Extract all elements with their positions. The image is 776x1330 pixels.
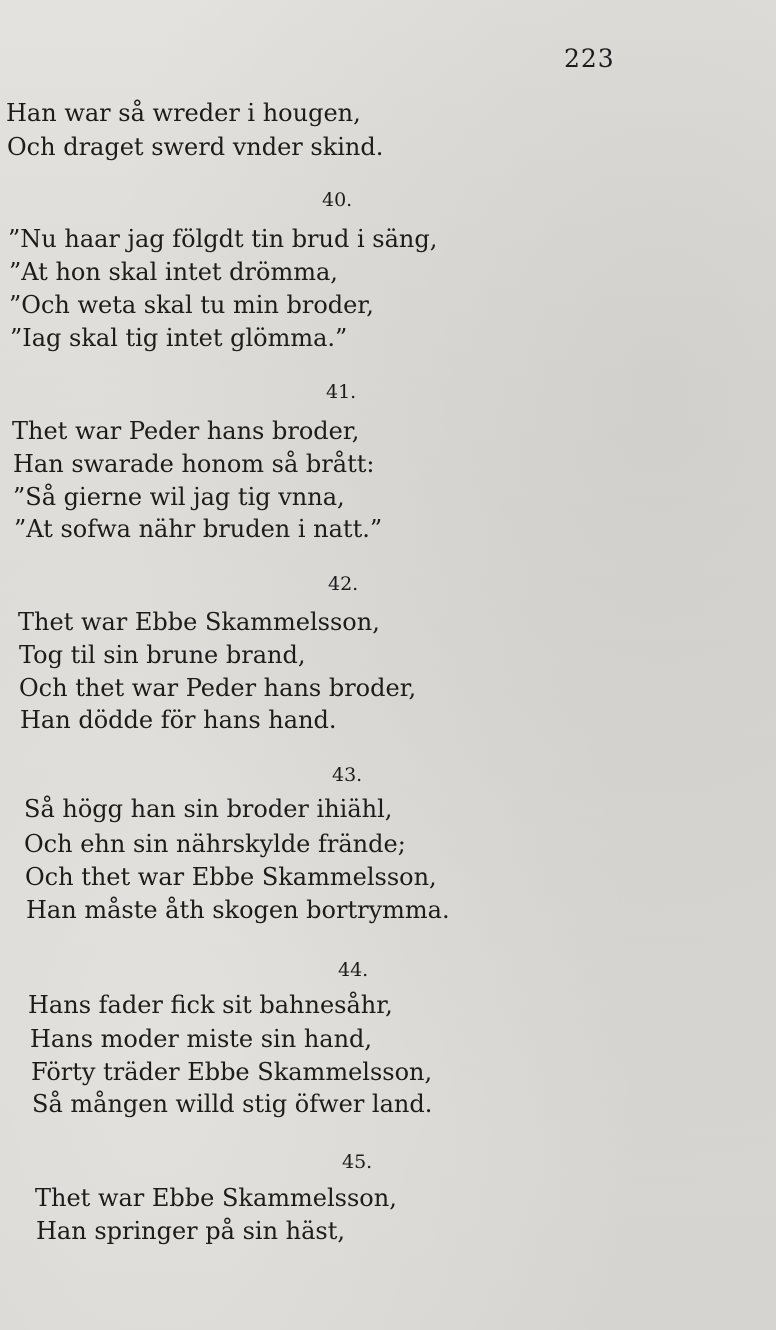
verse-line: ”At sofwa nähr bruden i natt.” — [14, 515, 383, 543]
verse-line: Och thet war Ebbe Skammelsson, — [25, 863, 437, 891]
verse-line: Han war så wreder i hougen, — [6, 99, 361, 127]
verse-line: Han måste åth skogen bortrymma. — [26, 896, 450, 924]
verse-line: Hans fader fick sit bahnesåhr, — [28, 991, 393, 1019]
stanza-number: 44. — [338, 959, 369, 981]
verse-line: Och draget swerd vnder skind. — [7, 133, 384, 161]
verse-line: ”Nu haar jag fölgdt tin brud i säng, — [8, 225, 438, 253]
verse-line: Och ehn sin nährskylde frände; — [24, 830, 406, 858]
verse-line: Thet war Peder hans broder, — [12, 417, 360, 445]
verse-line: Han swarade honom så brått: — [13, 450, 375, 478]
verse-line: Och thet war Peder hans broder, — [19, 674, 417, 702]
verse-line: ”Så gierne wil jag tig vnna, — [13, 483, 345, 511]
verse-line: ”At hon skal intet drömma, — [9, 258, 338, 286]
verse-line: Han dödde för hans hand. — [20, 706, 337, 734]
verse-line: Hans moder miste sin hand, — [30, 1025, 373, 1053]
verse-line: Så mången willd stig öfwer land. — [32, 1090, 433, 1118]
verse-line: ”Iag skal tig intet glömma.” — [10, 324, 348, 352]
verse-line: Thet war Ebbe Skammelsson, — [18, 608, 380, 636]
stanza-number: 40. — [322, 189, 353, 211]
stanza-number: 41. — [326, 381, 357, 403]
verse-line: Så högg han sin broder ihiähl, — [24, 795, 393, 823]
page-number: 223 — [564, 44, 615, 73]
verse-line: Förty träder Ebbe Skammelsson, — [31, 1058, 433, 1086]
stanza-number: 45. — [342, 1151, 373, 1173]
verse-line: Tog til sin brune brand, — [19, 641, 306, 669]
verse-line: ”Och weta skal tu min broder, — [9, 291, 374, 319]
verse-line: Thet war Ebbe Skammelsson, — [35, 1184, 397, 1212]
verse-line: Han springer på sin häst, — [36, 1217, 346, 1245]
stanza-number: 43. — [332, 764, 363, 786]
stanza-number: 42. — [328, 573, 359, 595]
